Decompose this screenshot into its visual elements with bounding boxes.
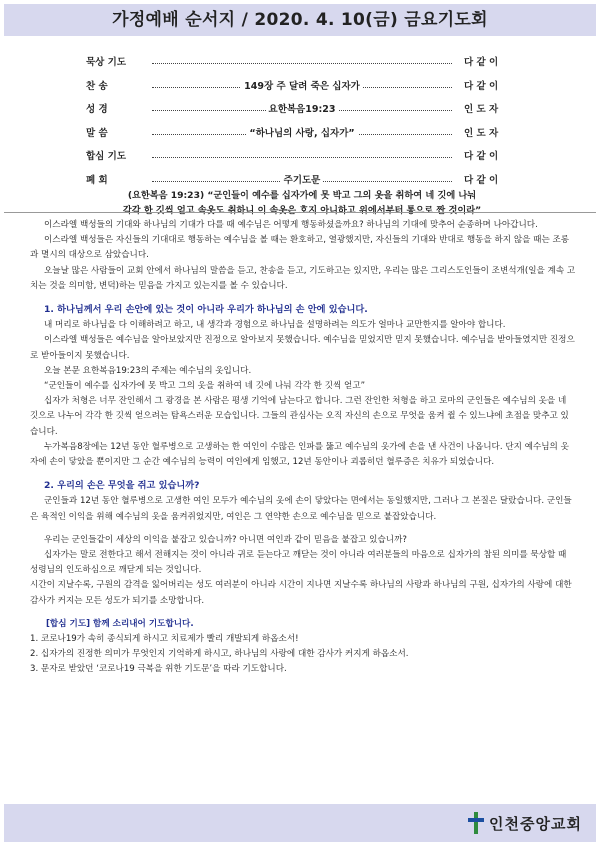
order-label: 합심 기도 xyxy=(86,151,127,162)
prayer-item: 3. 문자로 받았던 ‘코로나19 극복을 위한 기도문’을 따라 기도합니다. xyxy=(30,664,287,675)
order-item: 주기도문 xyxy=(281,175,324,186)
order-row xyxy=(86,144,516,168)
paragraph: 오늘 본문 요한복음19:23의 주제는 예수님의 옷입니다. xyxy=(44,365,252,376)
prayer-item: 2. 십자가의 진정한 의미가 무엇인지 기억하게 하시고, 하나님의 사랑에 대한 감사가 커지게 하옵소서. xyxy=(30,649,409,660)
order-leader: 인 도 자 xyxy=(464,104,499,115)
paragraph: 오늘날 많은 사람들이 교회 안에서 하나님의 말씀을 듣고, 찬송을 듣고, 기도하고는 있지만, 우리는 많은 그리스도인들이 조변석개(일을 계속 고치는 것을 의미함, 변덕)하는 믿음을 가지고 있는지를 볼 수 있습니다. xyxy=(30,265,576,291)
verse-line: 각각 한 깃씩 얻고 속옷도 취하니 이 속옷은 호지 아니하고 위에서부터 통으로 짠 것이라” xyxy=(122,205,482,216)
order-row xyxy=(86,50,516,74)
divider xyxy=(4,212,596,213)
section-heading: 2. 우리의 손은 무엇을 쥐고 있습니까? xyxy=(44,480,200,492)
paragraph: 이스라엘 백성들의 기대와 하나님의 기대가 다를 때 예수님은 어떻게 행동하셨을까요? 하나님의 기대에 맞추어 순종하며 나아갑니다. xyxy=(44,220,538,230)
order-leader: 다 같 이 xyxy=(464,80,499,92)
sermon-body xyxy=(30,218,576,678)
order-leader: 인 도 자 xyxy=(464,127,499,139)
order-leader: 다 같 이 xyxy=(464,174,499,186)
order-row xyxy=(86,97,516,121)
order-label: 폐 회 xyxy=(86,174,108,186)
paragraph: 십자가 처형은 너무 잔인해서 그 광경을 본 사람은 평생 기억에 남는다고 합니다. 그런 잔인한 처형을 하고 로마의 군인들은 예수님의 옷을 네 깃으로 나누어 각각 한 깃씩 얻으려는 탐욕스러운 모습입니다. 그들의 관심사는 오직 자신의 손으로 무엇을 움켜 쥘 수 있느냐에 초점을 맞추고 있습니다. xyxy=(30,396,569,437)
order-label: 묵상 기도 xyxy=(86,57,127,68)
prayer-item: 1. 코로나19가 속히 종식되게 하시고 치료제가 빨리 개발되게 하옵소서! xyxy=(30,634,299,645)
leader-dots xyxy=(152,147,452,158)
section-heading: 1. 하나님께서 우리 손안에 있는 것이 아니라 우리가 하나님의 손 안에 있습니다. xyxy=(44,304,368,316)
footer-band xyxy=(4,804,596,842)
paragraph: 이스라엘 백성들은 예수님을 알아보았지만 진정으로 알아보지 못했습니다. 예수님을 믿었지만 믿지 못했습니다. 예수님을 받아들였지만 진정으로 받아들이지 못했습니다. xyxy=(30,335,575,361)
paragraph: 누가복음8장에는 12년 동안 혈루병으로 고생하는 한 여인이 수많은 인파를 뚫고 예수님의 옷가에 손을 낸 사건이 나옵니다. 단지 예수님의 옷자에 손이 닿았을 뿐이지만 그 순간 예수님의 능력이 여인에게 임했고, 12년 동안이나 괴롭히던 혈루증은 치유가 되었습니다. xyxy=(30,441,569,468)
church-name: 인천중앙교회 xyxy=(489,814,582,833)
prayer-heading: [합심 기도] 함께 소리내어 기도합니다. xyxy=(46,618,194,629)
order-item: “하나님의 사랑, 십자가” xyxy=(246,128,357,139)
paragraph: 우리는 군인들같이 세상의 이익을 붙잡고 있습니까? 아니면 여인과 같이 믿음을 붙잡고 있습니까? xyxy=(44,534,407,545)
order-item: 요한복음19:23 xyxy=(266,104,339,115)
cross-icon xyxy=(468,812,484,834)
paragraph: 시간이 지날수록, 구원의 감격을 잃어버리는 성도 여러분이 아니라 시간이 지나면 지날수록 하나님의 사랑과 하나님의 구원, 십자가의 사랑에 대한 감사가 커지는 모든 성도가 되기를 소망합니다. xyxy=(30,580,572,606)
quote: “군인들이 예수를 십자가에 못 박고 그의 옷을 취하여 네 깃에 나눠 각각 한 깃씩 얻고” xyxy=(44,381,366,392)
verse-line: (요한복음 19:23) “군인들이 예수를 십자가에 못 박고 그의 옷을 취하여 네 깃에 나눠 xyxy=(127,190,477,201)
leader-dots xyxy=(152,53,452,64)
order-item: 149장 주 달려 죽은 십자가 xyxy=(241,81,363,92)
order-label: 말 씀 xyxy=(86,127,108,139)
paragraph: 군인들과 12년 동안 혈루병으로 고생한 여인 모두가 예수님의 옷에 손이 닿았다는 면에서는 동일했지만, 그러나 그 본질은 달랐습니다. 군인들은 육적인 이익을 위해 예수님의 옷을 움켜쥐었지만, 여인은 그 연약한 손으로 예수님을 믿으로 붙잡았습니다. xyxy=(30,496,572,522)
paragraph: 내 머리로 하나님을 다 이해하려고 하고, 내 생각과 경험으로 하나님을 설명하려는 의도가 얼마나 교만한지를 알아야 합니다. xyxy=(44,320,506,331)
order-row xyxy=(86,74,516,98)
order-row xyxy=(86,121,516,145)
page-title: 가정예배 순서지 / 2020. 4. 10(금) 금요기도회 xyxy=(4,4,596,36)
order-leader: 다 같 이 xyxy=(464,57,499,68)
paragraph: 이스라엘 백성들은 자신들의 기대대로 행동하는 예수님을 볼 때는 환호하고, 열광했지만, 자신들의 기대와 반대로 행동을 하지 않을 때는 조롱과 멸시의 대상으로 삼았습니다. xyxy=(30,235,570,261)
order-label: 찬 송 xyxy=(86,80,108,92)
order-leader: 다 같 이 xyxy=(464,151,499,162)
church-logo xyxy=(468,811,582,835)
order-label: 성 경 xyxy=(86,104,108,115)
paragraph: 십자가는 말로 전한다고 해서 전해지는 것이 아니라 귀로 듣는다고 깨닫는 것이 아니라 여러분들의 마음으로 십자가의 참된 의미를 묵상할 때 성령님의 인도하심으로 깨닫게 되는 것입니다. xyxy=(30,550,567,576)
scripture-verse xyxy=(56,188,548,218)
worship-order xyxy=(86,50,516,191)
